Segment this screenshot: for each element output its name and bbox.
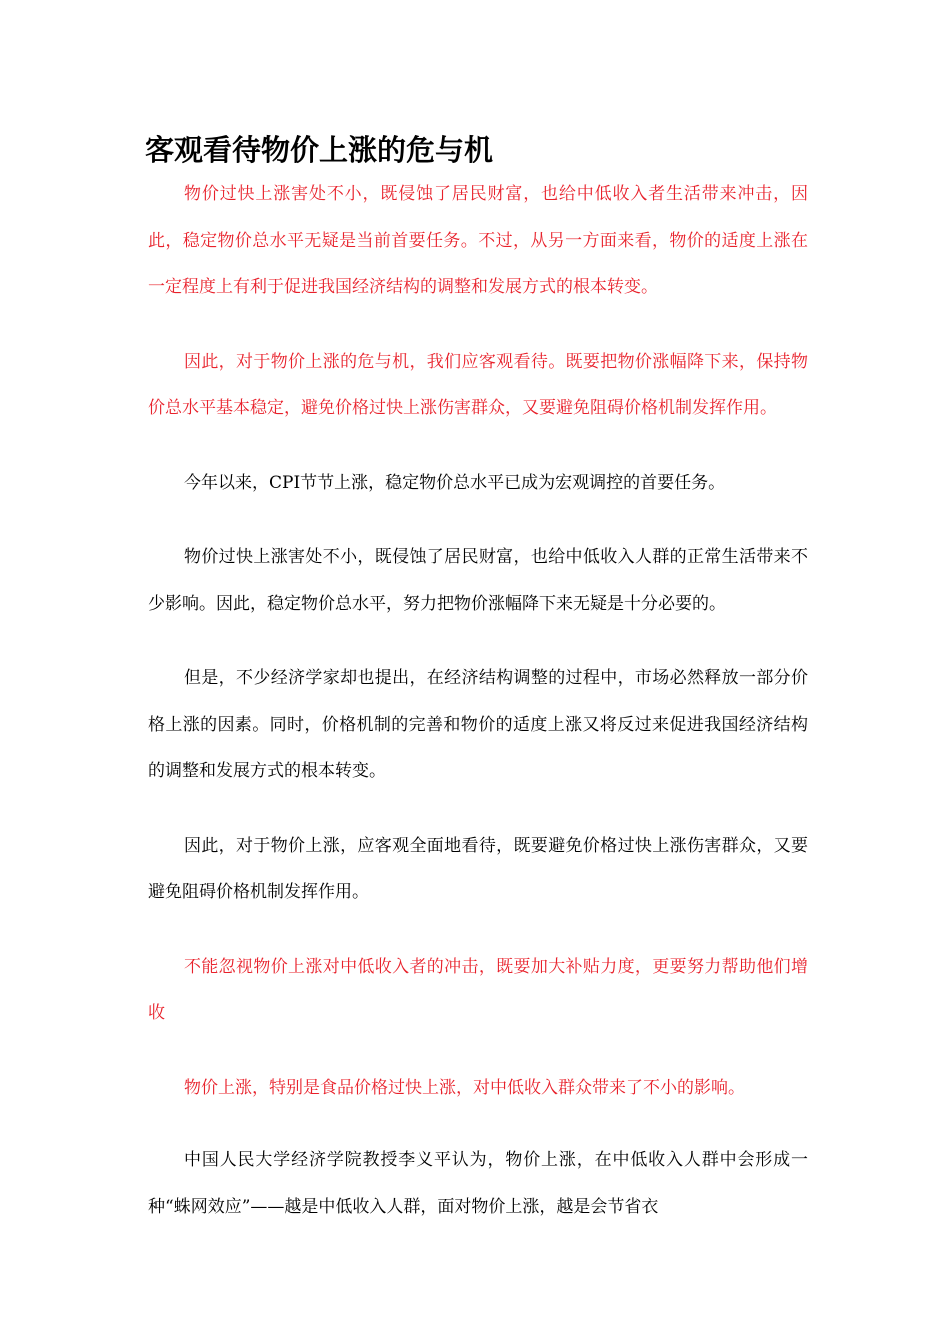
paragraph-4: 物价过快上涨害处不小，既侵蚀了居民财富，也给中低收入人群的正常生活带来不少影响。因此，稳定物价总水平，努力把物价涨幅降下来无疑是十分必要的。: [148, 547, 808, 614]
paragraph-6: 因此，对于物价上涨，应客观全面地看待，既要避免价格过快上涨伤害群众，又要避免阻碍价格机制发挥作用。: [148, 835, 808, 902]
document-title: 客观看待物价上涨的危与机: [145, 133, 494, 167]
paragraph-7-subheading: 不能忽视物价上涨对中低收入者的冲击，既要加大补贴力度，更要努力帮助他们增收: [148, 956, 808, 1023]
document-body: [148, 171, 808, 1258]
paragraph-2: 因此，对于物价上涨的危与机，我们应客观看待。既要把物价涨幅降下来，保持物价总水平基本稳定，避免价格过快上涨伤害群众，又要避免阻碍价格机制发挥作用。: [148, 351, 808, 418]
paragraph-1: 物价过快上涨害处不小，既侵蚀了居民财富，也给中低收入者生活带来冲击，因此，稳定物价总水平无疑是当前首要任务。不过，从另一方面来看，物价的适度上涨在一定程度上有利于促进我国经济结构的调整和发展方式的根本转变。: [148, 184, 808, 297]
paragraph-8: 物价上涨，特别是食品价格过快上涨，对中低收入群众带来了不小的影响。: [184, 1077, 745, 1098]
paragraph-5: 但是，不少经济学家却也提出，在经济结构调整的过程中，市场必然释放一部分价格上涨的因素。同时，价格机制的完善和物价的适度上涨又将反过来促进我国经济结构的调整和发展方式的根本转变。: [148, 668, 808, 781]
paragraph-3: 今年以来，CPI节节上涨，稳定物价总水平已成为宏观调控的首要任务。: [184, 472, 726, 493]
paragraph-9: 中国人民大学经济学院教授李义平认为，物价上涨，在中低收入人群中会形成一种“蛛网效应”——越是中低收入人群，面对物价上涨，越是会节省衣: [148, 1150, 808, 1217]
